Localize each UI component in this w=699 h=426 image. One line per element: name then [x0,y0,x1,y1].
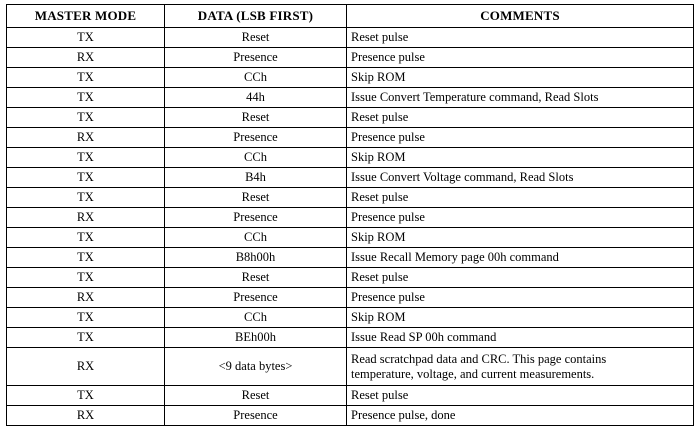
cell-data: 44h [165,88,347,108]
cell-master-mode: RX [7,48,165,68]
table-row [7,308,694,328]
cell-comments: Skip ROM [347,68,694,88]
column-header-data: DATA (LSB FIRST) [165,5,347,28]
table-header [7,5,694,28]
cell-data: CCh [165,148,347,168]
table-body [7,28,694,426]
table-row [7,328,694,348]
table-row [7,68,694,88]
cell-data: B4h [165,168,347,188]
cell-master-mode: TX [7,148,165,168]
cell-data: CCh [165,228,347,248]
protocol-table [6,4,694,426]
cell-master-mode: RX [7,128,165,148]
cell-master-mode: RX [7,406,165,426]
table-row [7,48,694,68]
cell-comments: Skip ROM [347,228,694,248]
table-row [7,268,694,288]
table-row [7,168,694,188]
table-row [7,188,694,208]
cell-master-mode: TX [7,268,165,288]
cell-master-mode: TX [7,88,165,108]
cell-data: Reset [165,188,347,208]
table-row [7,386,694,406]
cell-data: Presence [165,48,347,68]
cell-master-mode: TX [7,328,165,348]
cell-data: <9 data bytes> [165,348,347,386]
table-row [7,406,694,426]
cell-data: Reset [165,268,347,288]
cell-comments [347,348,694,386]
cell-master-mode: TX [7,386,165,406]
cell-master-mode: TX [7,188,165,208]
column-header-master-mode: MASTER MODE [7,5,165,28]
cell-comments: Issue Convert Temperature command, Read Slots [347,88,694,108]
cell-master-mode: TX [7,308,165,328]
cell-comments-line-2: temperature, voltage, and current measurements. [351,366,595,381]
table-row [7,128,694,148]
cell-data: Presence [165,128,347,148]
cell-comments: Skip ROM [347,148,694,168]
cell-master-mode: TX [7,108,165,128]
table-row [7,228,694,248]
cell-comments: Issue Recall Memory page 00h command [347,248,694,268]
table-row [7,208,694,228]
cell-data: CCh [165,68,347,88]
cell-comments: Presence pulse [347,288,694,308]
table-header-row [7,5,694,28]
cell-comments: Reset pulse [347,28,694,48]
cell-data: Reset [165,108,347,128]
cell-comments: Presence pulse, done [347,406,694,426]
table-row [7,108,694,128]
cell-master-mode: TX [7,228,165,248]
cell-data: Presence [165,208,347,228]
cell-comments: Reset pulse [347,188,694,208]
cell-data: CCh [165,308,347,328]
cell-data: Presence [165,288,347,308]
cell-comments: Reset pulse [347,268,694,288]
cell-comments: Reset pulse [347,386,694,406]
cell-comments: Reset pulse [347,108,694,128]
cell-master-mode: TX [7,168,165,188]
table-row [7,348,694,386]
cell-comments-line-1: Read scratchpad data and CRC. This page contains [351,352,607,367]
table-row [7,248,694,268]
column-header-comments: COMMENTS [347,5,694,28]
cell-comments: Issue Convert Voltage command, Read Slots [347,168,694,188]
table-row [7,88,694,108]
cell-master-mode: RX [7,208,165,228]
cell-master-mode: RX [7,288,165,308]
cell-master-mode: TX [7,28,165,48]
cell-comments: Presence pulse [347,208,694,228]
cell-data: B8h00h [165,248,347,268]
table-row [7,148,694,168]
cell-comments: Presence pulse [347,48,694,68]
table-row [7,28,694,48]
cell-comments: Issue Read SP 00h command [347,328,694,348]
cell-master-mode: RX [7,348,165,386]
cell-data: Reset [165,28,347,48]
cell-data: Reset [165,386,347,406]
table-row [7,288,694,308]
cell-master-mode: TX [7,68,165,88]
cell-master-mode: TX [7,248,165,268]
cell-comments: Presence pulse [347,128,694,148]
cell-data: BEh00h [165,328,347,348]
cell-data: Presence [165,406,347,426]
cell-comments: Skip ROM [347,308,694,328]
